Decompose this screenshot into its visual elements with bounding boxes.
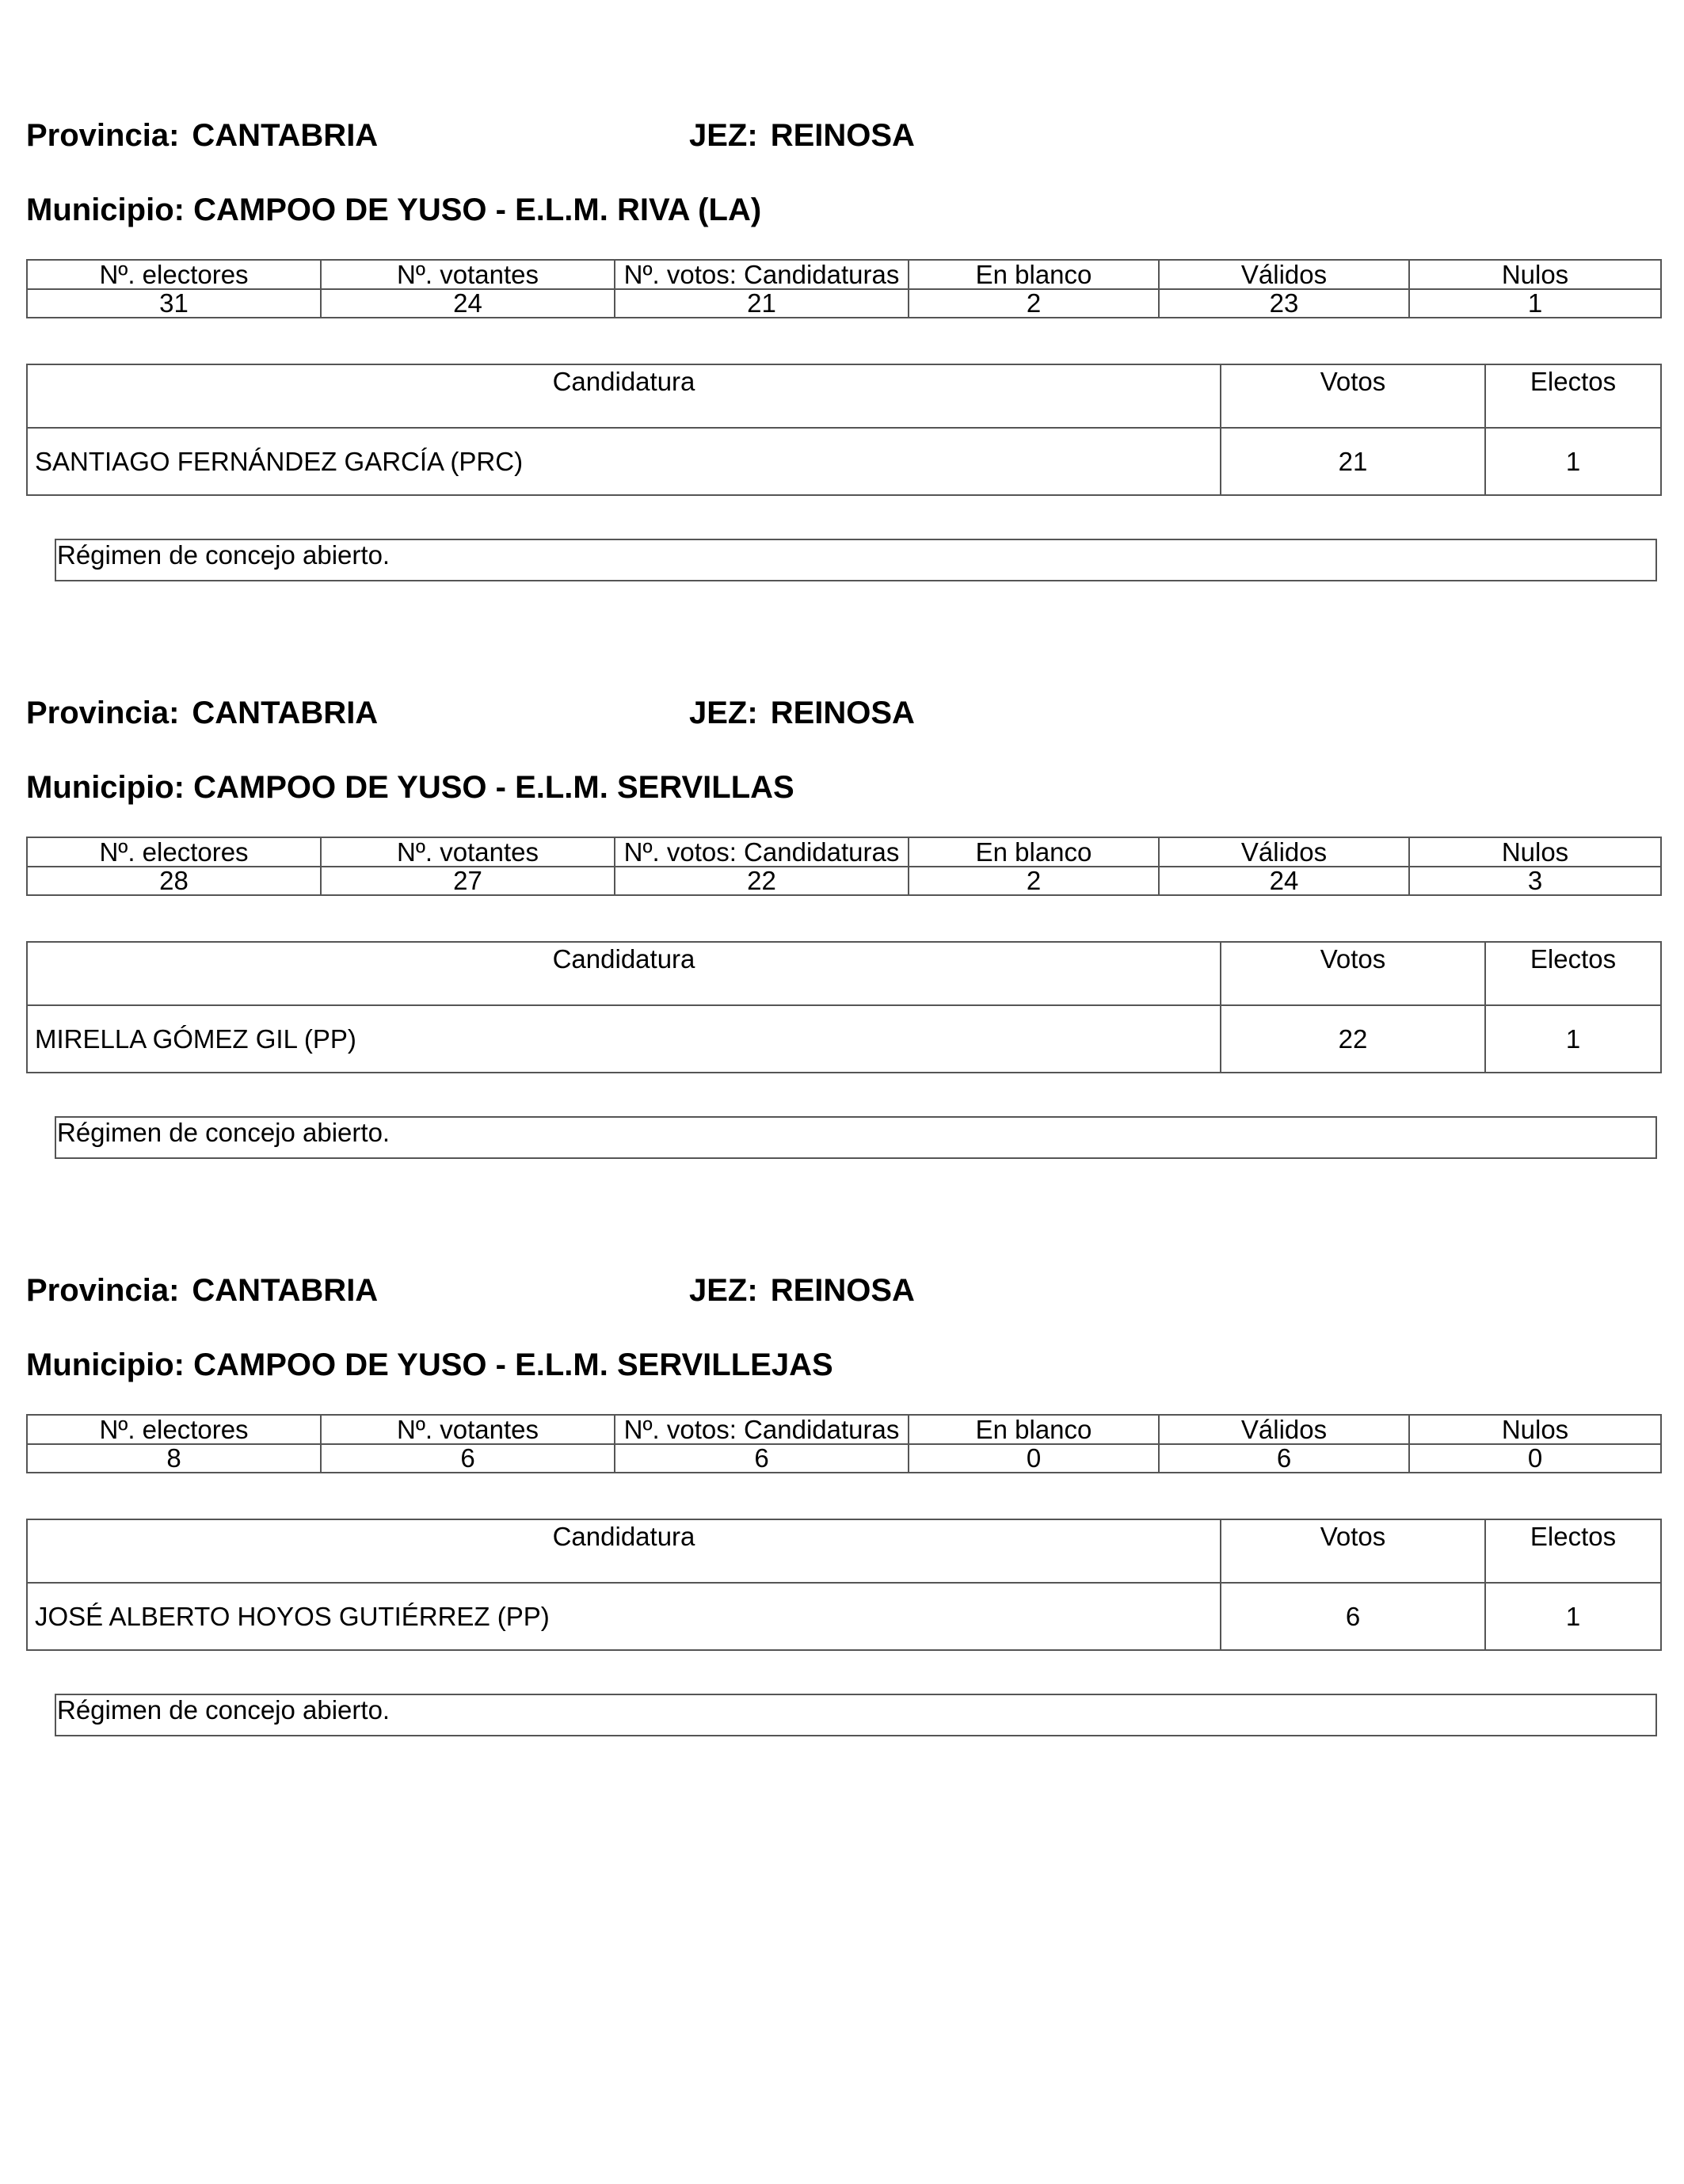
stats-value-cell: 6 [1159, 1444, 1409, 1473]
municipio-label: Municipio: [26, 770, 185, 805]
candidato-row [27, 428, 1661, 495]
candidatura-table [26, 364, 1662, 496]
stats-table [26, 837, 1662, 896]
jez-label: JEZ: [689, 696, 758, 730]
electos-header-cell: Electos [1485, 364, 1661, 428]
stats-value-cell: 31 [27, 289, 321, 318]
provincia-value: CANTABRIA [192, 696, 379, 730]
stats-header-cell: En blanco [909, 1415, 1159, 1444]
provincia-label: Provincia: [26, 1273, 180, 1308]
stats-value-cell: 3 [1409, 867, 1661, 895]
votos-header-cell: Votos [1221, 364, 1485, 428]
stats-value-cell: 6 [615, 1444, 909, 1473]
stats-header-cell: Nº. votantes [321, 260, 615, 289]
stats-header-cell: Nulos [1409, 837, 1661, 867]
candidatura-header-row [27, 942, 1661, 1005]
stats-table [26, 259, 1662, 318]
municipio-label: Municipio: [26, 1347, 185, 1382]
municipio-label: Municipio: [26, 192, 185, 227]
municipio-heading [26, 1347, 833, 1383]
stats-value-cell: 24 [321, 289, 615, 318]
stats-header-cell: Nº. electores [27, 260, 321, 289]
candidato-votos: 21 [1221, 428, 1485, 495]
stats-value-cell: 21 [615, 289, 909, 318]
provincia-label: Provincia: [26, 696, 180, 730]
stats-header-cell: Nº. votos: Candidaturas [615, 1415, 909, 1444]
stats-header-cell: Válidos [1159, 1415, 1409, 1444]
stats-header-cell: Nulos [1409, 260, 1661, 289]
provincia-heading [26, 117, 378, 154]
jez-value: REINOSA [770, 696, 915, 730]
candidato-electos: 1 [1485, 1583, 1661, 1650]
candidato-row [27, 1583, 1661, 1650]
stats-header-cell: En blanco [909, 260, 1159, 289]
jez-label: JEZ: [689, 118, 758, 153]
stats-header-cell: Nº. votos: Candidaturas [615, 260, 909, 289]
votos-header-cell: Votos [1221, 1519, 1485, 1583]
jez-heading [689, 1272, 915, 1309]
regimen-note: Régimen de concejo abierto. [55, 539, 1657, 581]
jez-heading [689, 695, 915, 731]
stats-value-cell: 2 [909, 867, 1159, 895]
candidatura-table [26, 1519, 1662, 1651]
municipio-value: CAMPOO DE YUSO - E.L.M. SERVILLEJAS [193, 1347, 833, 1382]
municipio-value: CAMPOO DE YUSO - E.L.M. SERVILLAS [193, 770, 794, 805]
stats-header-cell: Válidos [1159, 837, 1409, 867]
stats-value-cell: 0 [1409, 1444, 1661, 1473]
result-block [0, 577, 1684, 1147]
electos-header-cell: Electos [1485, 942, 1661, 1005]
jez-value: REINOSA [770, 118, 915, 153]
candidato-name: SANTIAGO FERNÁNDEZ GARCÍA (PRC) [27, 428, 1221, 495]
provincia-heading [26, 695, 378, 731]
jez-label: JEZ: [689, 1273, 758, 1308]
stats-value-cell: 8 [27, 1444, 321, 1473]
municipio-value: CAMPOO DE YUSO - E.L.M. RIVA (LA) [193, 192, 762, 227]
stats-value-row [27, 289, 1661, 318]
jez-heading [689, 117, 915, 154]
result-block [0, 1155, 1684, 1725]
stats-value-cell: 22 [615, 867, 909, 895]
stats-value-cell: 24 [1159, 867, 1409, 895]
stats-header-cell: Nº. votantes [321, 837, 615, 867]
municipio-heading [26, 769, 794, 806]
stats-value-cell: 23 [1159, 289, 1409, 318]
candidatura-header-cell: Candidatura [27, 942, 1221, 1005]
provincia-value: CANTABRIA [192, 1273, 379, 1308]
stats-value-cell: 2 [909, 289, 1159, 318]
stats-header-row [27, 1415, 1661, 1444]
stats-header-cell: Válidos [1159, 260, 1409, 289]
regimen-note: Régimen de concejo abierto. [55, 1694, 1657, 1736]
votos-header-cell: Votos [1221, 942, 1485, 1005]
municipio-heading [26, 192, 761, 228]
candidatura-table [26, 941, 1662, 1073]
stats-header-cell: Nulos [1409, 1415, 1661, 1444]
candidatura-header-row [27, 364, 1661, 428]
candidato-votos: 6 [1221, 1583, 1485, 1650]
stats-header-cell: Nº. votantes [321, 1415, 615, 1444]
stats-header-cell: Nº. electores [27, 837, 321, 867]
candidatura-header-cell: Candidatura [27, 1519, 1221, 1583]
provincia-label: Provincia: [26, 118, 180, 153]
stats-header-cell: Nº. votos: Candidaturas [615, 837, 909, 867]
stats-header-cell: En blanco [909, 837, 1159, 867]
candidato-row [27, 1005, 1661, 1073]
provincia-value: CANTABRIA [192, 118, 379, 153]
stats-value-cell: 0 [909, 1444, 1159, 1473]
stats-value-cell: 28 [27, 867, 321, 895]
candidatura-header-row [27, 1519, 1661, 1583]
jez-value: REINOSA [770, 1273, 915, 1308]
stats-value-cell: 6 [321, 1444, 615, 1473]
stats-table [26, 1414, 1662, 1473]
stats-header-cell: Nº. electores [27, 1415, 321, 1444]
provincia-heading [26, 1272, 378, 1309]
stats-value-row [27, 1444, 1661, 1473]
stats-value-cell: 27 [321, 867, 615, 895]
candidato-name: MIRELLA GÓMEZ GIL (PP) [27, 1005, 1221, 1073]
candidato-name: JOSÉ ALBERTO HOYOS GUTIÉRREZ (PP) [27, 1583, 1221, 1650]
candidato-electos: 1 [1485, 428, 1661, 495]
stats-header-row [27, 260, 1661, 289]
stats-value-cell: 1 [1409, 289, 1661, 318]
candidato-electos: 1 [1485, 1005, 1661, 1073]
stats-value-row [27, 867, 1661, 895]
result-block [0, 0, 1684, 570]
candidatura-header-cell: Candidatura [27, 364, 1221, 428]
candidato-votos: 22 [1221, 1005, 1485, 1073]
regimen-note: Régimen de concejo abierto. [55, 1116, 1657, 1159]
electos-header-cell: Electos [1485, 1519, 1661, 1583]
stats-header-row [27, 837, 1661, 867]
